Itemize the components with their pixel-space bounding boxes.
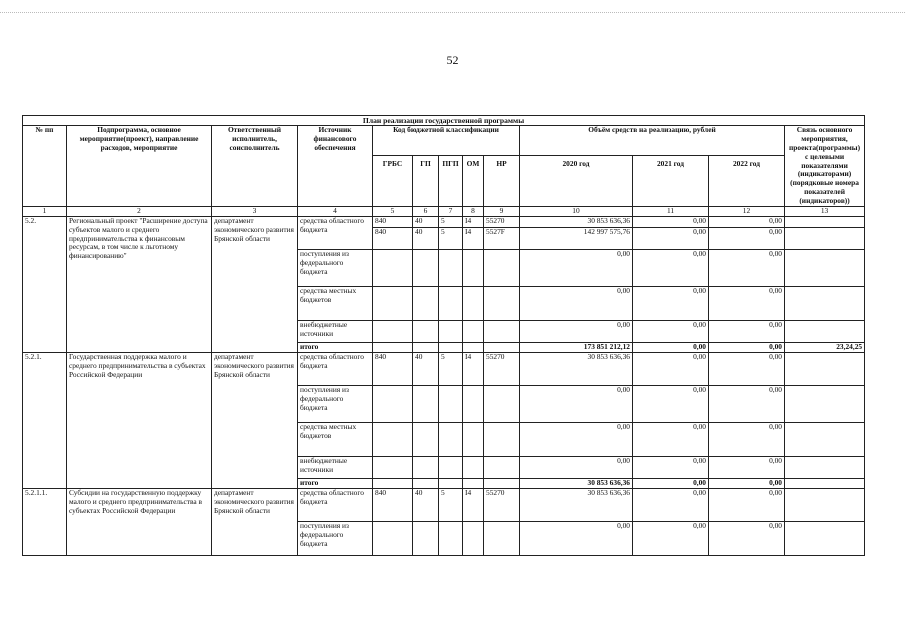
kbk-empty-cell (413, 478, 439, 488)
kbk-empty-cell (463, 456, 484, 478)
link-cell (785, 249, 865, 286)
col-number: 10 (520, 206, 633, 216)
kbk-empty-cell (463, 521, 484, 555)
kbk-empty-cell (413, 521, 439, 555)
kbk-empty-cell (373, 521, 413, 555)
kbk-empty-cell (413, 385, 439, 422)
amount-2021: 0,00 (633, 488, 709, 521)
event-name: Региональный проект "Расширение доступа субъектов малого и среднего предпринимательства к финансовым ресурсам, в том числе к льготному финансированию" (67, 216, 212, 352)
amount-2022: 0,00 (709, 249, 785, 286)
total-2020: 173 851 212,12 (520, 342, 633, 352)
row-number: 5.2.1.1. (23, 488, 67, 555)
col-number: 13 (785, 206, 865, 216)
kbk-empty-cell (463, 320, 484, 342)
grbs-cell: 840 (373, 352, 413, 385)
header-2022: 2022 год (709, 155, 785, 206)
header-np: НР (484, 155, 520, 206)
header-source: Источник финансового обеспечения (298, 126, 373, 207)
col-number: 9 (484, 206, 520, 216)
col-number: 3 (212, 206, 298, 216)
header-volume: Объём средств на реализацию, рублей (520, 126, 785, 156)
table-row (23, 352, 865, 385)
kbk-empty-cell (484, 385, 520, 422)
kbk-empty-cell (484, 478, 520, 488)
link-cell (785, 488, 865, 521)
amount-2021: 0,00 (633, 422, 709, 456)
header-gp: ГП (413, 155, 439, 206)
header-row (23, 126, 865, 156)
header-grbs: ГРБС (373, 155, 413, 206)
link-cell (785, 521, 865, 555)
kbk-empty-cell (413, 422, 439, 456)
kbk-empty-cell (463, 286, 484, 320)
kbk-empty-cell (413, 249, 439, 286)
col-number: 2 (67, 206, 212, 216)
amount-2021: 0,00 (633, 286, 709, 320)
amount-2020: 0,00 (520, 521, 633, 555)
kbk-empty-cell (413, 286, 439, 320)
table-row (23, 488, 865, 521)
kbk-empty-cell (413, 320, 439, 342)
source-label: поступления из федерального бюджета (298, 385, 373, 422)
link-cell (785, 216, 865, 227)
kbk-empty-cell (463, 249, 484, 286)
grbs-cell: 840 (373, 227, 413, 249)
total-2021: 0,00 (633, 342, 709, 352)
table-row (23, 216, 865, 227)
event-name: Государственная поддержка малого и среднего предпринимательства в субъектах Российской Федерации (67, 352, 212, 488)
col-number: 12 (709, 206, 785, 216)
table-title: План реализации государственной программы (23, 116, 865, 126)
kbk-empty-cell (439, 342, 463, 352)
source-label: итого (298, 342, 373, 352)
pgp-cell: 5 (439, 488, 463, 521)
amount-2020: 142 997 575,76 (520, 227, 633, 249)
source-label: средства областного бюджета (298, 216, 373, 249)
kbk-empty-cell (463, 342, 484, 352)
kbk-empty-cell (413, 456, 439, 478)
executor: департамент экономического развития Брянской области (212, 352, 298, 488)
source-label: средства областного бюджета (298, 488, 373, 521)
col-number: 7 (439, 206, 463, 216)
kbk-empty-cell (439, 456, 463, 478)
amount-2022: 0,00 (709, 488, 785, 521)
link-cell (785, 286, 865, 320)
col-number: 8 (463, 206, 484, 216)
total-2022: 0,00 (709, 342, 785, 352)
kbk-empty-cell (413, 342, 439, 352)
pgp-cell: 5 (439, 216, 463, 227)
amount-2020: 0,00 (520, 456, 633, 478)
amount-2021: 0,00 (633, 352, 709, 385)
kbk-empty-cell (439, 286, 463, 320)
kbk-empty-cell (439, 385, 463, 422)
kbk-empty-cell (484, 249, 520, 286)
amount-2022: 0,00 (709, 456, 785, 478)
source-label: поступления из федерального бюджета (298, 249, 373, 286)
header-kbk: Код бюджетной классификации (373, 126, 520, 156)
kbk-empty-cell (439, 478, 463, 488)
om-cell: I4 (463, 352, 484, 385)
kbk-empty-cell (463, 478, 484, 488)
header-2021: 2021 год (633, 155, 709, 206)
plan-table (22, 115, 865, 556)
col-number: 4 (298, 206, 373, 216)
amount-2022: 0,00 (709, 286, 785, 320)
amount-2020: 0,00 (520, 286, 633, 320)
kbk-empty-cell (484, 320, 520, 342)
col-number: 11 (633, 206, 709, 216)
amount-2020: 0,00 (520, 249, 633, 286)
kbk-empty-cell (439, 249, 463, 286)
total-2022: 0,00 (709, 478, 785, 488)
source-label: внебюджетные источники (298, 320, 373, 342)
kbk-empty-cell (463, 385, 484, 422)
executor: департамент экономического развития Брянской области (212, 488, 298, 555)
amount-2020: 30 853 636,36 (520, 488, 633, 521)
amount-2021: 0,00 (633, 385, 709, 422)
kbk-empty-cell (439, 521, 463, 555)
amount-2022: 0,00 (709, 352, 785, 385)
grbs-cell: 840 (373, 488, 413, 521)
link-cell (785, 385, 865, 422)
source-label: внебюджетные источники (298, 456, 373, 478)
col-number: 5 (373, 206, 413, 216)
pgp-cell: 5 (439, 352, 463, 385)
link-cell (785, 320, 865, 342)
source-label: итого (298, 478, 373, 488)
gp-cell: 40 (413, 227, 439, 249)
kbk-empty-cell (484, 342, 520, 352)
header-om: ОМ (463, 155, 484, 206)
kbk-empty-cell (439, 422, 463, 456)
header-responsible: Ответственный исполнитель, соисполнитель (212, 126, 298, 207)
source-label: поступления из федерального бюджета (298, 521, 373, 555)
amount-2022: 0,00 (709, 521, 785, 555)
amount-2022: 0,00 (709, 227, 785, 249)
event-name: Субсидии на государственную поддержку малого и среднего предпринимательства в субъектах Российской Федерации (67, 488, 212, 555)
row-number: 5.2.1. (23, 352, 67, 488)
kbk-empty-cell (484, 286, 520, 320)
gp-cell: 40 (413, 216, 439, 227)
amount-2020: 0,00 (520, 422, 633, 456)
np-cell: 55270 (484, 488, 520, 521)
indicator-link (785, 478, 865, 488)
kbk-empty-cell (373, 385, 413, 422)
amount-2020: 30 853 636,36 (520, 352, 633, 385)
header-subprogram: Подпрограмма, основное мероприятие(проект), направление расходов, мероприятие (67, 126, 212, 207)
amount-2020: 0,00 (520, 320, 633, 342)
kbk-empty-cell (439, 320, 463, 342)
kbk-empty-cell (373, 286, 413, 320)
indicator-link: 23,24,25 (785, 342, 865, 352)
link-cell (785, 456, 865, 478)
kbk-empty-cell (484, 422, 520, 456)
kbk-empty-cell (373, 249, 413, 286)
header-link: Связь основного мероприятия, проекта(программы) с целевыми показателями (индикаторами) (порядковые номера показателей (индикаторов)) (785, 126, 865, 207)
header-2020: 2020 год (520, 155, 633, 206)
gp-cell: 40 (413, 352, 439, 385)
kbk-empty-cell (373, 478, 413, 488)
amount-2021: 0,00 (633, 216, 709, 227)
kbk-empty-cell (373, 422, 413, 456)
kbk-empty-cell (484, 521, 520, 555)
link-cell (785, 352, 865, 385)
kbk-empty-cell (373, 456, 413, 478)
kbk-empty-cell (463, 422, 484, 456)
om-cell: I4 (463, 488, 484, 521)
amount-2022: 0,00 (709, 216, 785, 227)
executor: департамент экономического развития Брянской области (212, 216, 298, 352)
np-cell: 5527F (484, 227, 520, 249)
amount-2020: 0,00 (520, 385, 633, 422)
amount-2021: 0,00 (633, 456, 709, 478)
source-label: средства местных бюджетов (298, 422, 373, 456)
amount-2021: 0,00 (633, 320, 709, 342)
total-2020: 30 853 636,36 (520, 478, 633, 488)
link-cell (785, 422, 865, 456)
kbk-empty-cell (373, 342, 413, 352)
amount-2022: 0,00 (709, 385, 785, 422)
col-number: 6 (413, 206, 439, 216)
gp-cell: 40 (413, 488, 439, 521)
amount-2022: 0,00 (709, 422, 785, 456)
np-cell: 55270 (484, 216, 520, 227)
column-number-row (23, 206, 865, 216)
link-cell (785, 227, 865, 249)
om-cell: I4 (463, 227, 484, 249)
col-number: 1 (23, 206, 67, 216)
source-label: средства областного бюджета (298, 352, 373, 385)
header-pgp: ПГП (439, 155, 463, 206)
pgp-cell: 5 (439, 227, 463, 249)
amount-2021: 0,00 (633, 521, 709, 555)
amount-2021: 0,00 (633, 249, 709, 286)
source-label: средства местных бюджетов (298, 286, 373, 320)
amount-2022: 0,00 (709, 320, 785, 342)
kbk-empty-cell (373, 320, 413, 342)
header-no: № пп (23, 126, 67, 207)
top-edge-line (0, 12, 905, 14)
kbk-empty-cell (484, 456, 520, 478)
table-title-row (23, 116, 865, 126)
amount-2021: 0,00 (633, 227, 709, 249)
om-cell: I4 (463, 216, 484, 227)
total-2021: 0,00 (633, 478, 709, 488)
row-number: 5.2. (23, 216, 67, 352)
grbs-cell: 840 (373, 216, 413, 227)
page-number: 52 (446, 53, 459, 67)
amount-2020: 30 853 636,36 (520, 216, 633, 227)
np-cell: 55270 (484, 352, 520, 385)
